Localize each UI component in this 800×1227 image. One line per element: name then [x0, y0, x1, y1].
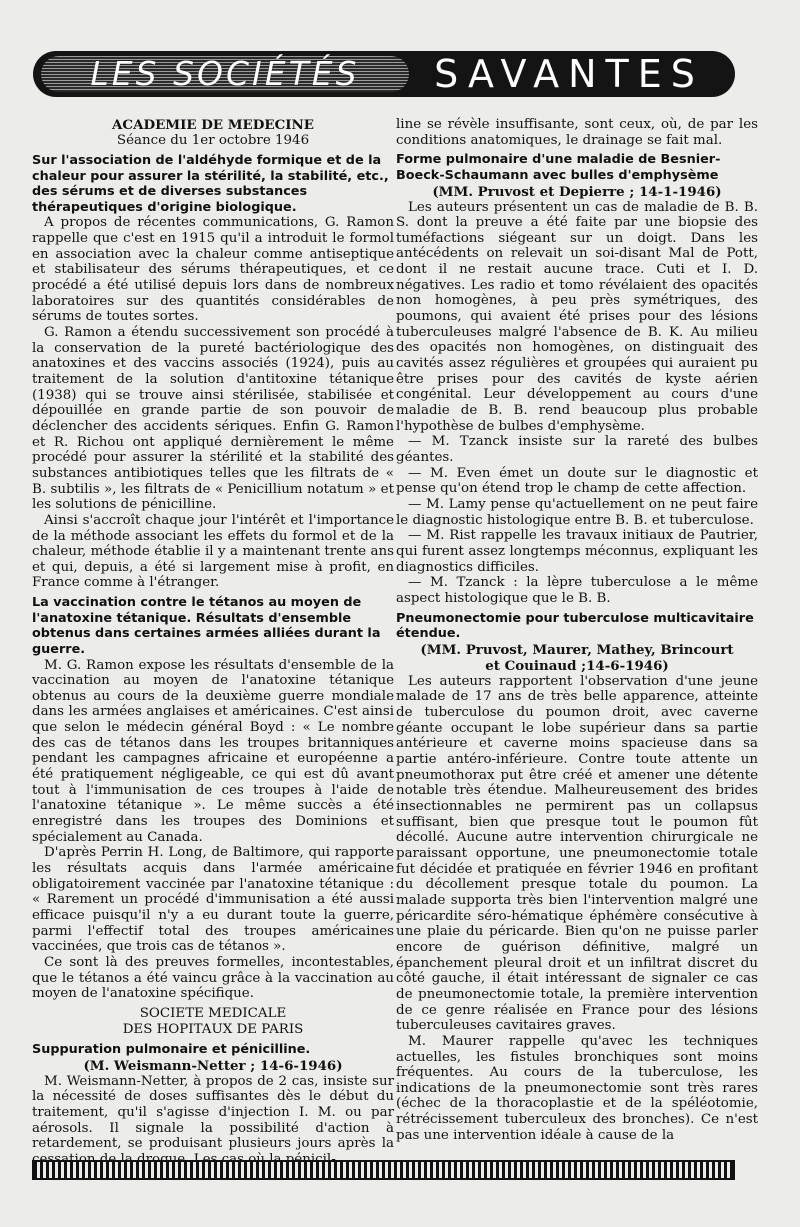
- section-banner: [33, 51, 735, 97]
- article5-paragraph: Les auteurs rapportent l'observation d'une jeune malade de 17 ans de très belle apparence, atteinte de tuberculose du poumon droit, avec caverne géante occupant le lobe supérieur dans sa partie antérieure et caverne moins spacieuse dans sa partie antéro-inférieure. Contre toute attente un pneumothorax put être créé et amener une détente notable très étendue. Malheureusement des brides insectionnables ne permirent pas un collapsus suffisant, bien que presque tout le poumon fût décollé. Aucune autre intervention chirurgicale ne paraissant opportune, une pneumonectomie totale fut décidée et pratiquée en février 1946 en profitant du décollement presque totale du poumon. La malade supporta très bien l'intervention malgré une péricardite séro-hématique éphémère consécutive à une plaie du péricarde. Bien qu'on ne puisse parler encore de guérison définitive, malgré un épanchement pleural droit et un infiltrat discret du côté gauche, il était intéressant de signaler ce cas de pneumonectomie totale, la première intervention de ce genre réalisée en France pour des lésions tuberculeuses cavitaires graves.: [396, 673, 758, 1034]
- session-date: Séance du 1er octobre 1946: [116, 133, 310, 148]
- left-column: [32, 117, 394, 1167]
- article2-title: La vaccination contre le tétanos au moyen de l'anatoxine tétanique. Résultats d'ensemble obtenus dans certaines armées alliées durant la guerre.: [32, 595, 381, 657]
- article4-paragraph: — M. Lamy pense qu'actuellement on ne peut faire le diagnostic histologique entre B. B. et tuberculose.: [396, 496, 758, 528]
- article3-authors: (M. Weismann-Netter ; 14-6-1946): [83, 1057, 343, 1074]
- article2-paragraph: M. G. Ramon expose les résultats d'ensemble de la vaccination au moyen de l'anatoxine tétanique obtenus au cours de la deuxième guerre mondiale dans les armées anglaises et américaines. C'est ainsi que selon le médecin général Boyd : « Le nombre des cas de tétanos dans les troupes britanniques pendant les campagnes africaine et européenne a été pratiquement négligeable, ce qui est dû avant tout à l'immunisation de ces troupes à l'aide de l'anatoxine tétanique ». Le même succès a été enregistré dans les troupes des Dominions et spécialement au Canada.: [32, 657, 394, 845]
- article3-paragraph: M. Weismann-Netter, à propos de 2 cas, insiste sur la nécessité de doses suffisantes dès le début du traitement, qu'il s'agisse d'injection I. M. ou par aérosols. Il signale la possibilité d'action à retardement, se produisant plusieurs jours après la: [32, 1073, 394, 1152]
- academy-title: ACADEMIE DE MEDECINE: [112, 117, 314, 133]
- society-title: DES HOPITAUX DE PARIS: [122, 1021, 304, 1037]
- article4-title: Forme pulmonaire d'une maladie de Besnier-Boeck-Schaumann avec bulles d'emphysème: [396, 152, 721, 183]
- article1-paragraph: G. Ramon a étendu successivement son procédé à la conservation de la pureté bactériologique des anatoxines et des vaccins associés (1924), puis au traitement de la solution d'antitoxine tétanique (1938) qui se trouve ainsi stérilisée, stabilisée et dépouillée en grande partie de son pouvoir de déclencher des accidents sériques. Enfin G. Ramon et R. Richou ont appliqué dernièrement le même procédé pour assurer la stérilité et la stabilité des substances antibiotiques telles que les filtrats de « B. subtilis », les filtrats de « Penicillium notatum » et les solutions de pénicilline.: [32, 324, 394, 513]
- article5-title: Pneumonectomie pour tuberculose multicavitaire étendue.: [396, 610, 754, 642]
- continued-paragraph: line se révèle insuffisante, sont ceux, où, de par les conditions anatomiques, le drainage se fait mal.: [396, 117, 758, 148]
- article1-paragraph: Ainsi s'accroît chaque jour l'intérêt et l'importance de la méthode associant les effets du formol et de la chaleur, méthode établie il y a maintenant trente ans et qui, depuis, a été si largement mise à profit, en France comme à l'étranger.: [32, 512, 394, 591]
- bottom-decorative-rule: [32, 1160, 735, 1180]
- article5-paragraph: M. Maurer rappelle qu'avec les techniques actuelles, les fistules bronchiques sont moins fréquentes. Au cours de la tuberculose, les indications de la pneumonectomie sont très rares (échec de la thoracoplastie et de la spéléotomie, rétrécissement tuberculeux des bronches). Ce n'est pas une intervention idéale à cause de la: [396, 1033, 758, 1143]
- article4-paragraph: — M. Tzanck insiste sur la rareté des bulbes géantes.: [396, 434, 758, 465]
- article3-title: Suppuration pulmonaire et pénicilline.: [32, 1041, 311, 1057]
- article4-paragraph: — M. Even émet un doute sur le diagnostic et pense qu'on étend trop le champ de cette affection.: [396, 465, 758, 497]
- article4-paragraph: Les auteurs présentent un cas de maladie de B. B. S. dont la preuve a été faite par une biopsie des tuméfactions siégeant sur un doigt. Dans les antécédents on relevait un soi-disant Mal de Pott, dont il ne restait aucune trace. Cuti et I. D. négatives. Les radio et tomo révélaient des opacités non homogènes, à peu près symétriques, des poumons, qui avaient été prises pour des lésions tuberculeuses malgré l'absence de B. K. Au milieu des opacités non homogènes, on distinguait des cavités assez régulières et groupées qui auraient pu être prises pour des cavités de kyste aérien congénital. Leur développement au cours d'une maladie de B. B. rend beaucoup plus probable l'hypothèse de bulbes d'emphysème.: [396, 199, 758, 434]
- right-column: [396, 117, 758, 1143]
- article5-authors: (MM. Pruvost, Maurer, Mathey, Brincourt: [420, 641, 734, 658]
- article2-paragraph: Ce sont là des preuves formelles, incontestables, que le tétanos a été vaincu grâce à la vaccination au moyen de l'anatoxine spécifique.: [32, 954, 394, 1002]
- society-title: SOCIETE MEDICALE: [139, 1005, 287, 1021]
- article4-authors: (MM. Pruvost et Depierre ; 14-1-1946): [432, 183, 722, 200]
- banner-left-panel: [41, 56, 409, 92]
- article4-paragraph: — M. Tzanck : la lèpre tuberculose a le même aspect histologique que le B. B.: [396, 575, 758, 606]
- banner-right-text: SAVANTES: [434, 52, 704, 96]
- banner-left-text: LES SOCIÉTÉS: [90, 54, 360, 93]
- article2-paragraph: D'après Perrin H. Long, de Baltimore, qui rapporte les résultats acquis dans l'armée américaine obligatoirement vaccinée par l'anatoxine tétanique : « Rarement un procédé d'immunisation a été aussi efficace puisqu'il n'y a eu durant toute la guerre, parmi l'effectif total des troupes américaines vaccinées, que trois cas de tétanos ».: [32, 845, 394, 955]
- article1-title: Sur l'association de l'aldéhyde formique et de la chaleur pour assurer la stérilité, la stabilité, etc., des sérums et de diverses substances thérapeutiques d'origine biologique.: [32, 153, 389, 215]
- article5-authors: et Couinaud ;14-6-1946): [485, 657, 669, 674]
- article4-paragraph: — M. Rist rappelle les travaux initiaux de Pautrier, qui furent assez longtemps méconnus, expliquant les diagnostics difficiles.: [396, 528, 758, 575]
- article1-paragraph: A propos de récentes communications, G. Ramon rappelle que c'est en 1915 qu'il a introduit le formol en association avec la chaleur comme antiseptique et stabilisateur des sérums thérapeutiques, et ce procédé a été utilisé depuis lors dans de nombreux laboratoires sur des quantités considérables de sérums de toutes sortes.: [32, 215, 394, 325]
